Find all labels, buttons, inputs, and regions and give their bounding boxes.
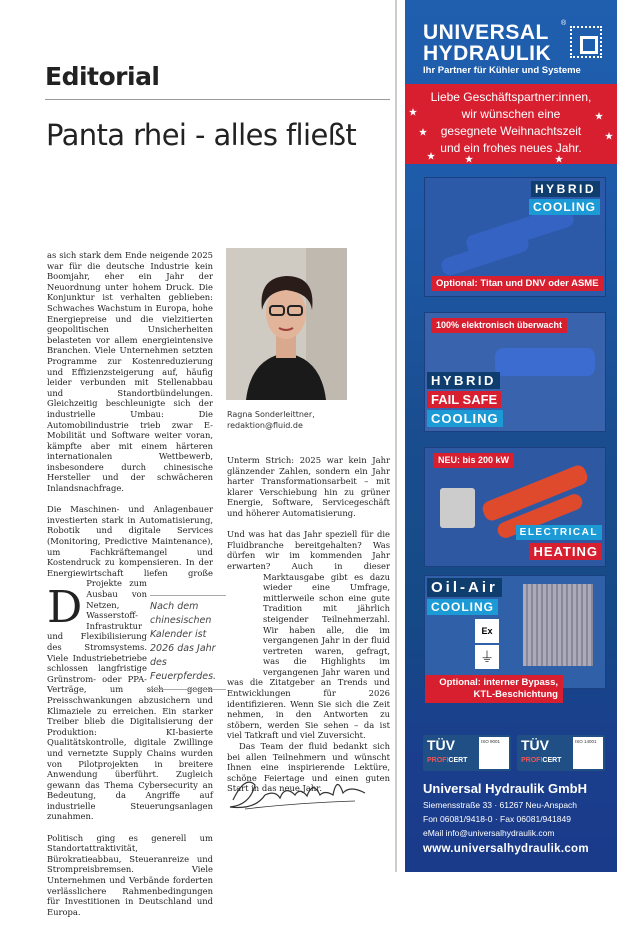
company-name: Universal Hydraulik GmbH (423, 781, 587, 796)
company-address: Siemensstraße 33 · 61267 Neu-Anspach (423, 800, 578, 810)
label-options: Optional: Titan und DNV oder ASME (431, 276, 604, 291)
pull-quote-gap (227, 582, 263, 677)
atex-ex-icon: Ex (475, 619, 499, 643)
company-logo (423, 22, 551, 64)
product-oil-air-cooling[interactable] (425, 576, 605, 688)
label-oil-air: Oil-Air (427, 578, 502, 597)
divider (45, 99, 390, 100)
author-photo (226, 248, 347, 400)
proficert-a: PROFI (427, 757, 449, 764)
product-electrical-heating[interactable] (425, 448, 605, 566)
logo-line: UNIVERSAL (423, 21, 549, 44)
headline: Panta rhei - alles fließt (46, 118, 357, 152)
pull-quote: Nach dem chinesischen Kalender ist 2026 das Jahr des Feuerpferdes. (150, 595, 226, 690)
greeting-line: Liebe Geschäftspartner:innen, (430, 90, 592, 104)
ground-symbol-icon: ⏚ (475, 645, 499, 669)
greeting-line: gesegnete Weihnachtszeit (440, 124, 582, 138)
tuv-label: TÜV (521, 737, 549, 753)
proficert-b: CERT (448, 757, 468, 764)
company-email[interactable]: eMail info@universalhydraulik.com (423, 828, 555, 838)
tagline: Ihr Partner für Kühler und Systeme (423, 65, 581, 76)
paragraph: Das Team der fluid bedankt sich bei allen Teilnehmern und wünscht Ihnen eine inspirierende Lektüre, schöne Feiertage und einen guten Start in das neue Jahr. (227, 741, 390, 794)
label-fail-safe: FAIL SAFE (427, 391, 501, 408)
author-name: Ragna Sonderleittner, (227, 410, 315, 419)
tuv-iso14001-cert (517, 735, 605, 771)
greeting-line: wir wünschen eine (461, 107, 561, 121)
label-monitoring: 100% elektronisch überwacht (431, 318, 567, 333)
proficert-b: CERT (542, 757, 562, 764)
cooler-image (495, 348, 595, 376)
logo-mark-icon (570, 26, 602, 58)
terminal-box (440, 488, 475, 528)
paragraph-text: as sich stark dem Ende neigende 2025 war für die deutsche Industrie kein Boomjahr, eher ein Jahr der Neuordnung unter hohem Druck. Die Konjunktur ist verhalten geblieben: Schwaches Wachstum in Europa, hohe Energiepreise und die vielzitierten geopolitischen Unsicherheiten belasteten vor allem energieintensive Branchen. Viele Unternehmen setzten Programme zur Kostenreduzierung und Effizienzsteigerung auf, häufig leider verbunden mit Stellenabbau und Standortbündelungen. Gleichzeitig beschleunigte sich der industrielle Umbau: Die Automobilindustrie trieb zwar E-Mobilität und Software weiter voran, kämpfte aber mit einem härteren internationalen Wettbewerb, insbesondere durch chinesische Hersteller und der schwächeren Inlandsnachfrage. (47, 250, 213, 494)
photo-caption (227, 409, 315, 431)
tuv-label: TÜV (427, 737, 455, 753)
iso-label: ISO 14001 (573, 737, 603, 769)
author-email[interactable]: redaktion@fluid.de (227, 421, 303, 430)
logo-line: HYDRAULIK (423, 42, 552, 65)
greeting-line: und ein frohes neues Jahr. (440, 141, 582, 155)
label-heating: HEATING (529, 543, 602, 560)
option-line: Optional: interner Bypass, (439, 677, 558, 688)
paragraph: Und was hat das Jahr speziell für die Fluidbranche bereitgehalten? Was dürfen wir im kommenden Jahr erwarten? Auch in dieser Marktausgabe gibt es dazu wieder eine Umfrage, mittlerweile schon eine gute Tradition mit jährlich steigender Teilnehmerzahl. Wir haben alle, die im vergangenen Jahr in der fluid vertreten waren, gefragt, was die Highlights im vergangenen Jahr waren und was die Zitatgeber an Trends und Entwicklungen für 2026 identifizieren. Wenn Sie sich die Zeit nehmen, in den Antworten zu stöbern, werden Sie sehen – da ist viel Tatkraft und viel Zuversicht. (227, 529, 390, 741)
iso-label: ISO 9001 (479, 737, 509, 769)
label-hybrid: HYBRID (427, 372, 500, 389)
oil-air-cooler-image (523, 584, 593, 666)
paragraph (47, 250, 213, 633)
proficert-label (521, 756, 561, 765)
company-phone-fax: Fon 06081/9418-0 · Fax 06081/941849 (423, 814, 571, 824)
page-divider (395, 0, 397, 872)
proficert-label (427, 756, 467, 765)
product-hybrid-fail-safe-cooling[interactable] (425, 313, 605, 431)
tuv-iso9001-cert (423, 735, 511, 771)
paragraph: Die Maschinen- und Anlagenbauer investierten stark in Automatisierung, Robotik und digitale Services (Monitoring, Predictive Maintenance), um Fachkräftemangel und Kostendruck zu kompensieren. In der Energiewirtschaft liefen große Projekte zum Ausbau von Netzen, Wasserstoff-Infrastruktur und Flexibilisierung des Stromsystems. Viele Industriebetriebe schlossen langfristige Grünstrom- oder PPA-Verträge, um sich gegen Preisschwankungen abzusichern und Klimaziele zu erreichen. Ein starker Treiber blieb die Digitalisierung der Produktion: KI-basierte Qualitätskontrolle, digitale Zwillinge und vernetzte Supply Chains wurden von Pilotprojekten in breitere Anwendung überführt. Zugleich gewann das Thema Cybersecurity an Bedeutung, da Angriffe auf industrielle Steuerungsanlagen zunahmen. (47, 504, 213, 822)
signature (225, 765, 375, 815)
label-hybrid: HYBRID (531, 181, 600, 197)
product-hybrid-cooling[interactable] (425, 178, 605, 296)
paragraph: Unterm Strich: 2025 war kein Jahr glänzender Zahlen, sondern ein Jahr harter Transformationsarbeit – mit klarer Verschiebung hin zu grüner Energie, Software, Servicegeschäft und höherer Automatisierung. (227, 455, 390, 518)
label-power: NEU: bis 200 kW (433, 453, 514, 468)
label-cooling: COOLING (427, 410, 503, 427)
company-website[interactable]: www.universalhydraulik.com (423, 843, 589, 855)
registered-mark: ® (561, 20, 567, 27)
christmas-greeting-banner (405, 84, 617, 164)
label-cooling: COOLING (427, 599, 498, 615)
label-cooling: COOLING (529, 199, 600, 215)
advertisement-universal-hydraulik[interactable] (405, 0, 617, 872)
oil-air-options (425, 675, 563, 703)
article-column-right (227, 455, 390, 805)
drop-cap: D (47, 582, 83, 633)
proficert-a: PROFI (521, 757, 543, 764)
section-rubric: Editorial (45, 62, 160, 91)
label-electrical: ELECTRICAL (516, 525, 602, 540)
article-column-left (47, 250, 213, 928)
option-line: KTL-Beschichtung (473, 689, 558, 700)
paragraph: Politisch ging es generell um Standortattraktivität, Bürokratieabbau, Steueranreize und Strompreisbremsen. Viele Unternehmen und Verbände forderten verlässlichere Rahmenbedingungen für Investitionen in Deutschland und Europa. (47, 832, 213, 917)
